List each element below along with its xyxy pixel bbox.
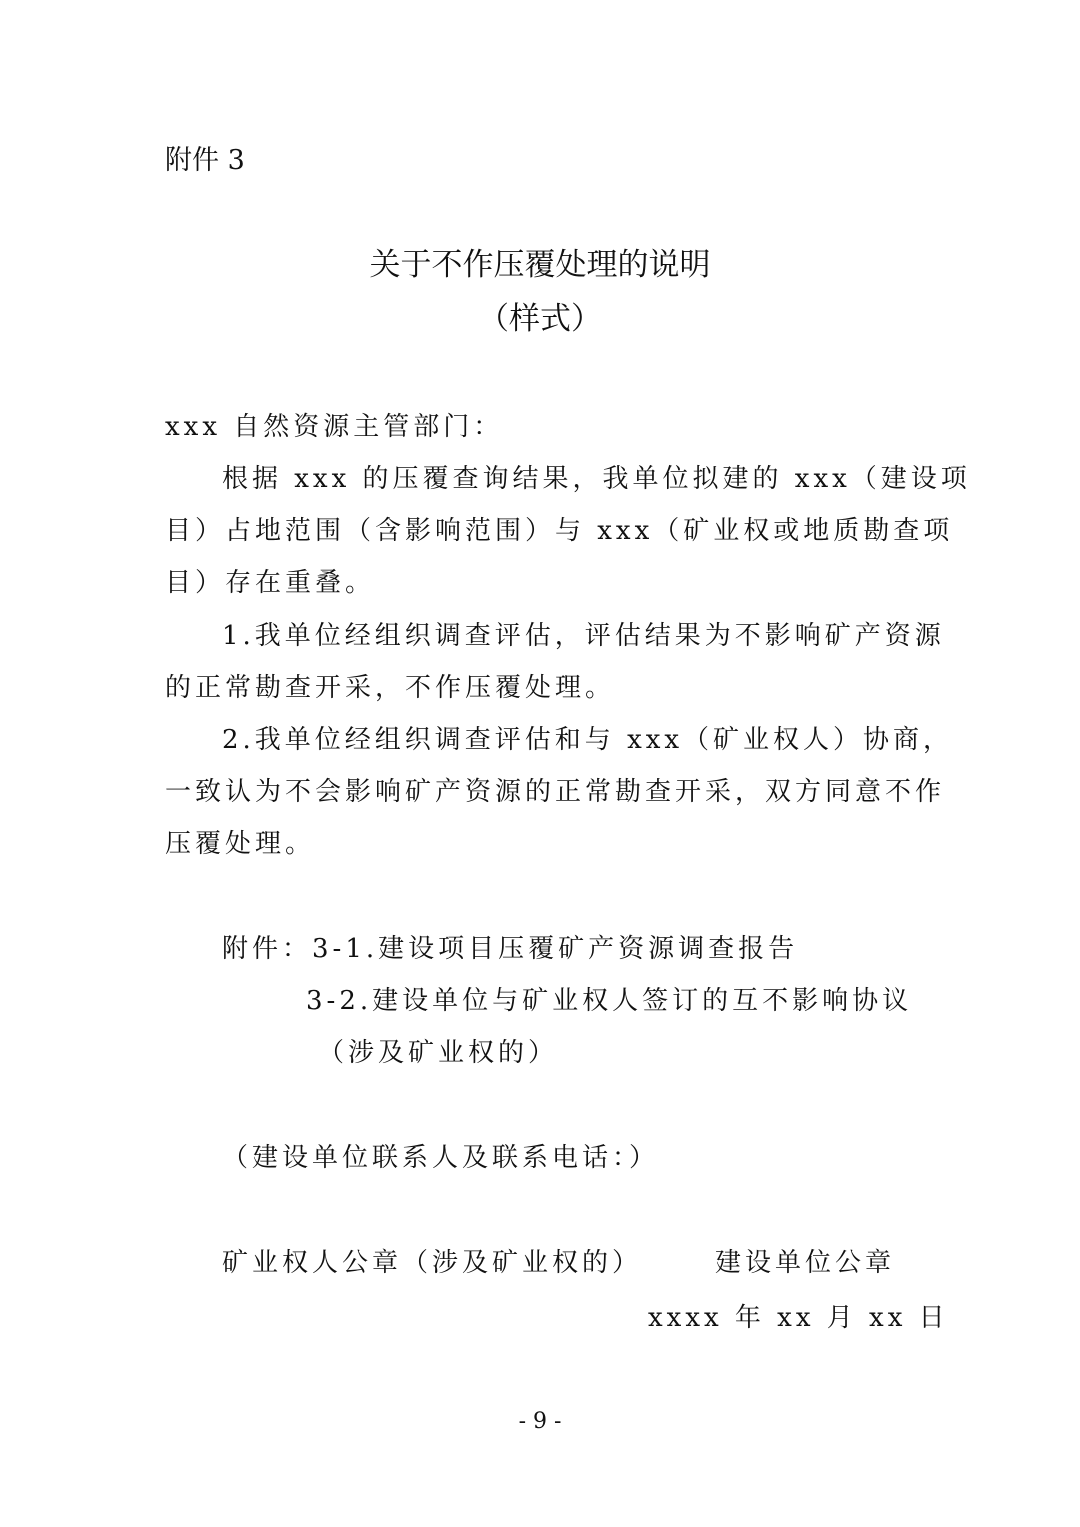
attachment-label: 附件 3: [165, 145, 245, 176]
attachment-list-item: （涉及矿业权的）: [318, 1038, 559, 1068]
page-number: - 9 -: [518, 1409, 562, 1434]
attachment-list-item: 3-2.建设单位与矿业权人签订的互不影响协议: [306, 986, 913, 1016]
body-line: 1.我单位经组织调查评估，评估结果为不影响矿产资源: [222, 621, 945, 651]
addressee: xxx 自然资源主管部门：: [165, 412, 504, 442]
construction-unit-seal: 建设单位公章: [715, 1248, 896, 1278]
body-line: 的正常勘查开采，不作压覆处理。: [165, 673, 616, 703]
document-subtitle: （样式）: [478, 301, 602, 337]
body-line: 目）占地范围（含影响范围）与 xxx（矿业权或地质勘查项: [165, 516, 954, 546]
body-line: 2.我单位经组织调查评估和与 xxx（矿业权人）协商，: [222, 725, 954, 755]
body-line: 目）存在重叠。: [165, 568, 376, 598]
contact-info: （建设单位联系人及联系电话：）: [222, 1143, 660, 1173]
body-line: 一致认为不会影响矿产资源的正常勘查开采，双方同意不作: [165, 777, 946, 807]
signing-date: xxxx 年 xx 月 xx 日: [648, 1303, 949, 1333]
attachment-list-item: 附件：3-1.建设项目压覆矿产资源调查报告: [222, 934, 799, 964]
document-title: 关于不作压覆处理的说明: [369, 247, 711, 283]
mining-right-holder-seal: 矿业权人公章（涉及矿业权的）: [222, 1248, 643, 1278]
body-line: 压覆处理。: [165, 829, 316, 859]
body-line: 根据 xxx 的压覆查询结果，我单位拟建的 xxx（建设项: [222, 464, 971, 494]
